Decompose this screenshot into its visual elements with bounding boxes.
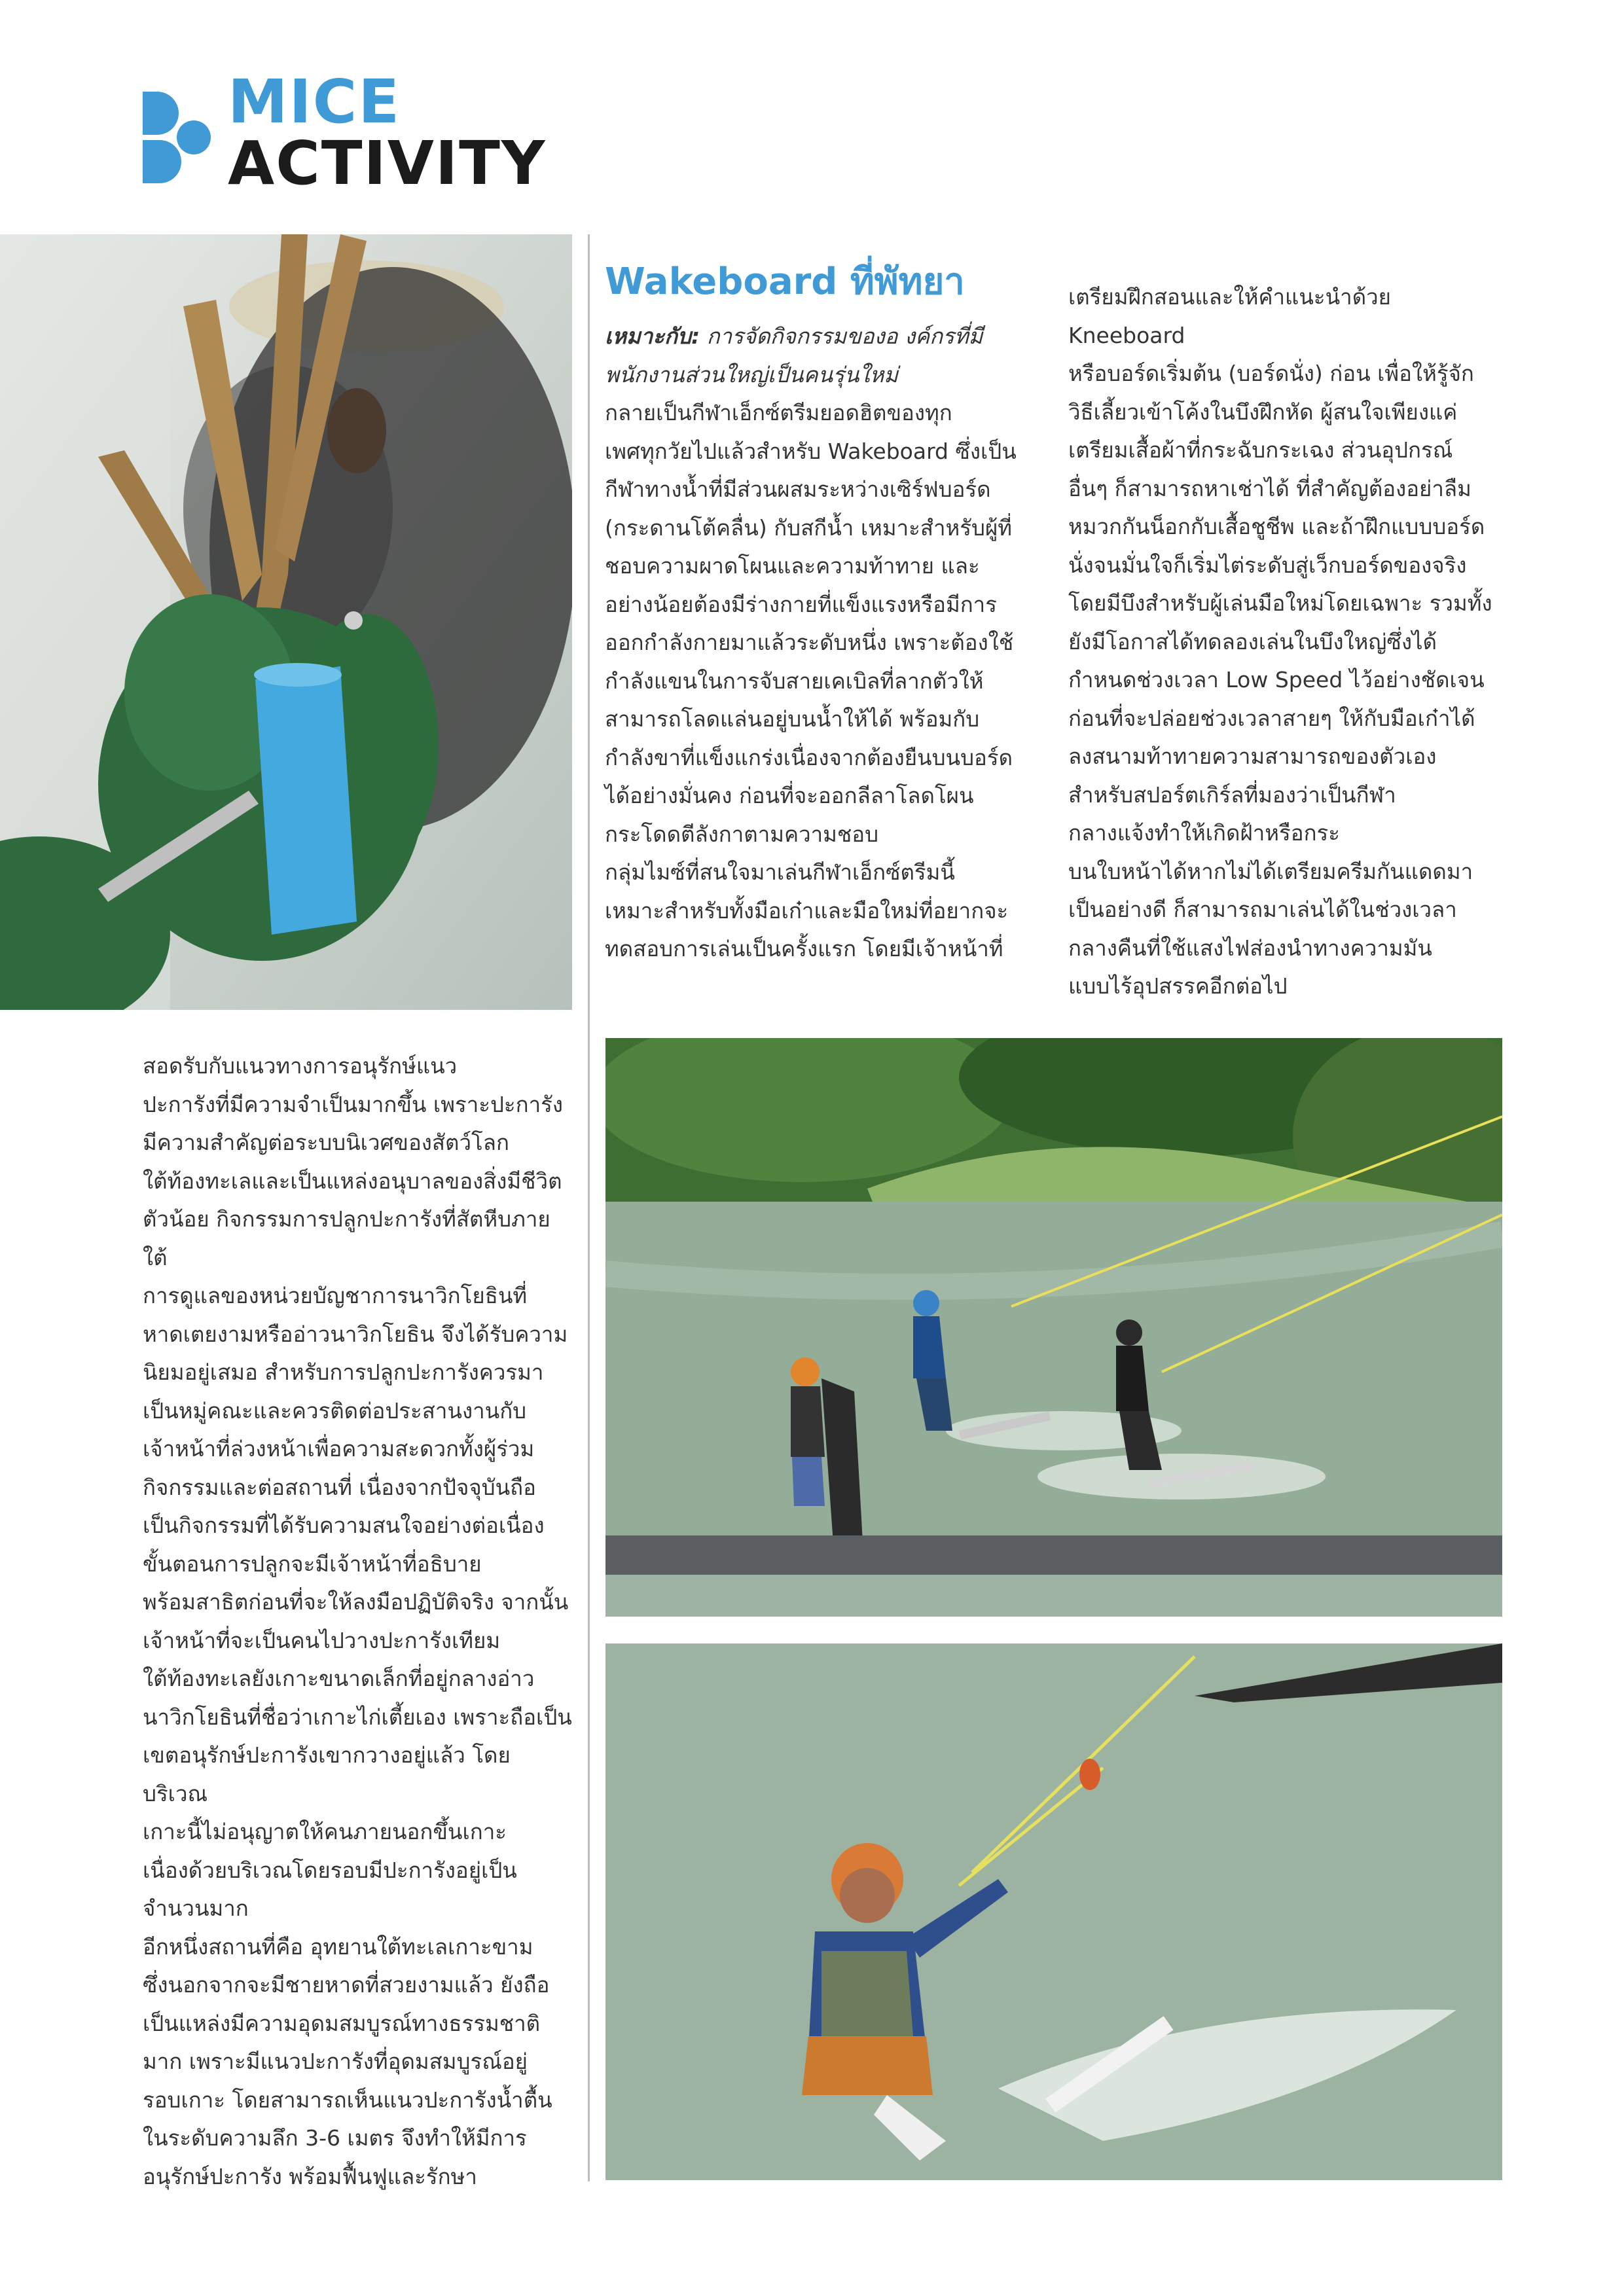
article-title: Wakeboard ที่พัทยา bbox=[605, 260, 965, 303]
paragraph: สำหรับสปอร์ตเกิร์ลที่มองว่าเป็นกีฬา กลางแจ้งทำให้เกิดฝ้าหรือกระ บนใบหน้าได้หากไม่ได้เตรียมครีมกันแดดมา เป็นอย่างดี ก็สามารถมาเล่นได้ในช่วงเวลา กลางคืนที่ใช้แสงไฟส่องนำทางความมัน แบบไร้อุปสรรคอีกต่อไป bbox=[1068, 781, 1473, 999]
paragraph: ขั้นตอนการปลูกจะมีเจ้าหน้าที่อธิบาย พร้อมสาธิตก่อนที่จะให้ลงมือปฏิบัติจริง จากนั้น เจ้าหน้าที่จะเป็นคนไปวางปะการังเทียม ใต้ท้องทะเลยังเกาะขนาดเล็กที่อยู่กลางอ่าว นาวิกโยธินที่ชื่อว่าเกาะไก่เตี้ยเอง เพราะถือเป็น เขตอนุรักษ์ปะการังเขากวางอยู่แล้ว โดยบริเวณ เกาะนี้ไม่อนุญาตให้คนภายนอกขึ้นเกาะ เนื่องด้วยบริเวณโดยรอบมีปะการังอยู่เป็น จำนวนมาก bbox=[143, 1551, 572, 1921]
paragraph: กลุ่มไมซ์ที่สนใจมาเล่นกีฬาเอ็กซ์ตรีมนี้ เหมาะสำหรับทั้งมือเก๋าและมือใหม่ที่อยากจะ ทดสอบการเล่นเป็นครั้งแรก โดยมีเจ้าหน้าที่ bbox=[605, 859, 1009, 961]
mice-logo-icon bbox=[143, 92, 215, 183]
column-middle bbox=[605, 317, 1024, 969]
paragraph: กลายเป็นกีฬาเอ็กซ์ตรีมยอดฮิตของทุก เพศทุกวัยไปแล้วสำหรับ Wakeboard ซึ่งเป็น กีฬาทางน้ำที่มีส่วนผสมระหว่างเซิร์ฟบอร์ด (กระดานโต้คลื่น) กับสกีน้ำ เหมาะสำหรับผู้ที่ ชอบความผาดโผนและความท้าทาย และ อย่างน้อยต้องมีร่างกายที่แข็งแรงหรือมีการ ออกกำลังกายมาแล้วระดับหนึ่ง เพราะต้องใช้ กำลังแขนในการจับสายเคเบิลที่ลากตัวให้ สามารถโลดแล่นอยู่บนน้ำให้ได้ พร้อมกับ กำลังขาที่แข็งแกร่งเนื่องจากต้องยืนบนบอร์ด ได้อย่างมั่นคง ก่อนที่จะออกลีลาโลดโผน กระโดดตีลังกาตามความชอบ bbox=[605, 400, 1017, 847]
column-left bbox=[143, 1047, 575, 2196]
column-divider bbox=[588, 234, 590, 2181]
brand-activity: ACTIVITY bbox=[228, 128, 547, 198]
suitable-label: เหมาะกับ: bbox=[605, 323, 700, 349]
coral-planting-photo bbox=[0, 234, 572, 1010]
column-right bbox=[1068, 278, 1494, 1006]
paragraph: เตรียมฝึกสอนและให้คำแนะนำด้วย Kneeboard หรือบอร์ดเริ่มต้น (บอร์ดนั่ง) ก่อน เพื่อให้รู้จัก วิธีเลี้ยวเข้าโค้งในบึงฝึกหัด ผู้สนใจเพียงแค่ เตรียมเสื้อผ้าที่กระฉับกระเฉง ส่วนอุปกรณ์ อื่นๆ ก็สามารถหาเช่าได้ ที่สำคัญต้องอย่าลืม หมวกกันน็อกกับเสื้อชูชีพ และถ้าฝึกแบบบอร์ด นั่งจนมั่นใจก็เริ่มไต่ระดับสู่เว็กบอร์ดของจริง โดยมีบึงสำหรับผู้เล่นมือใหม่โดยเฉพาะ รวมทั้ง ยังมีโอกาสได้ทดลองเล่นในบึงใหญ่ซึ่งได้ กำหนดช่วงเวลา Low Speed ไว้อย่างชัดเจน ก่อนที่จะปล่อยช่วงเวลาสายๆ ให้กับมือเก๋าได้ ลงสนามท้าทายความสามารถของตัวเอง bbox=[1068, 284, 1492, 769]
wakeboard-lake-photo bbox=[605, 1038, 1502, 1617]
paragraph: อีกหนึ่งสถานที่คือ อุทยานใต้ทะเลเกาะขาม ซึ่งนอกจากจะมีชายหาดที่สวยงามแล้ว ยังถือ เป็นแหล่งมีความอุดมสมบูรณ์ทางธรรมชาติ มาก เพราะมีแนวปะการังที่อุดมสมบูรณ์อยู่ รอบเกาะ โดยสามารถเห็นแนวปะการังน้ำตื้น ในระดับความลึก 3-6 เมตร จึงทำให้มีการ อนุรักษ์ปะการัง พร้อมฟื้นฟูและรักษา bbox=[143, 1933, 552, 2189]
suitable-text: การจัดกิจกรรมของอ งค์กรที่มี พนักงานส่วนใหญ่เป็นคนรุ่นใหม่ bbox=[605, 323, 983, 387]
brand-mice: MICE bbox=[228, 67, 401, 137]
wakeboard-rider-photo bbox=[605, 1643, 1502, 2180]
paragraph: สอดรับกับแนวทางการอนุรักษ์แนว ปะการังที่มีความจำเป็นมากขึ้น เพราะปะการัง มีความสำคัญต่อระบบนิเวศของสัตว์โลก ใต้ท้องทะเลและเป็นแหล่งอนุบาลของสิ่งมีชีวิต ตัวน้อย กิจกรรมการปลูกปะการังที่สัตหีบภายใต้ การดูแลของหน่วยบัญชาการนาวิกโยธินที่ หาดเตยงามหรืออ่าวนาวิกโยธิน จึงได้รับความ นิยมอยู่เสมอ สำหรับการปลูกปะการังควรมา เป็นหมู่คณะและควรติดต่อประสานงานกับ เจ้าหน้าที่ล่วงหน้าเพื่อความสะดวกทั้งผู้ร่วม กิจกรรมและต่อสถานที่ เนื่องจากปัจจุบันถือ เป็นกิจกรรมที่ได้รับความสนใจอย่างต่อเนื่อง bbox=[143, 1053, 568, 1538]
suitable-line bbox=[605, 317, 1024, 394]
